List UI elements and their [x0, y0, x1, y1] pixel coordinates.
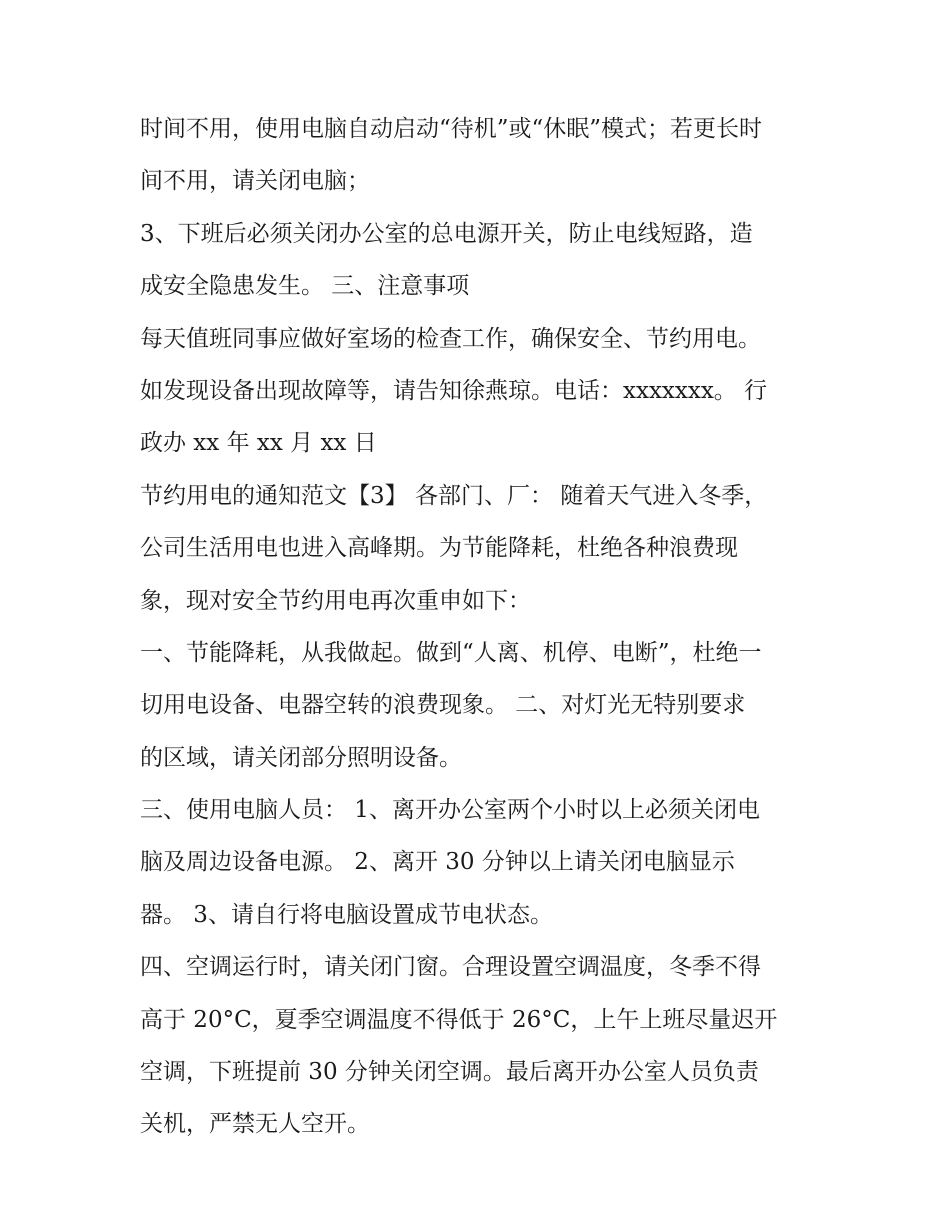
text-line: 象，现对安全节约用电再次重申如下： — [140, 587, 531, 614]
text-line: 的区域，请关闭部分照明设备。 — [140, 744, 462, 771]
text-line: 每天值班同事应做好室场的检查工作，确保安全、节约用电。 — [140, 325, 761, 352]
text-line: 高于 20°C，夏季空调温度不得低于 26°C，上午上班尽量迟开 — [140, 1006, 778, 1033]
text-line: 切用电设备、电器空转的浪费现象。 二、对灯光无特别要求 — [140, 692, 746, 719]
text-line: 器。 3、请自行将电脑设置成节电状态。 — [140, 901, 553, 928]
text-line: 脑及周边设备电源。 2、离开 30 分钟以上请关闭电脑显示 — [140, 849, 735, 876]
text-line: 三、使用电脑人员： 1、离开办公室两个小时以上必须关闭电 — [140, 797, 760, 824]
text-line: 空调，下班提前 30 分钟关闭空调。最后离开办公室人员负责 — [140, 1059, 759, 1086]
text-line: 间不用，请关闭电脑； — [140, 168, 370, 195]
text-line: 如发现设备出现故障等，请告知徐燕琼。电话：xxxxxxx。 行 — [140, 377, 768, 404]
document-body — [140, 103, 820, 1151]
text-line: 时间不用，使用电脑自动启动“待机”或“休眠”模式；若更长时 — [140, 116, 763, 142]
text-line: 成安全隐患发生。 三、注意事项 — [140, 273, 470, 300]
text-line: 公司生活用电也进入高峰期。为节能降耗，杜绝各种浪费现 — [140, 535, 738, 562]
text-line: 节约用电的通知范文【3】 各部门、厂： 随着天气进入冬季， — [140, 482, 768, 509]
text-line: 四、空调运行时，请关闭门窗。合理设置空调温度，冬季不得 — [140, 954, 761, 981]
text-line: 关机，严禁无人空开。 — [140, 1111, 370, 1138]
text-line: 一、节能降耗，从我做起。做到“人离、机停、电断”，杜绝一 — [140, 639, 762, 666]
text-line: 政办 xx 年 xx 月 xx 日 — [140, 430, 377, 457]
text-line: 3、下班后必须关闭办公室的总电源开关，防止电线短路，造 — [140, 220, 753, 247]
